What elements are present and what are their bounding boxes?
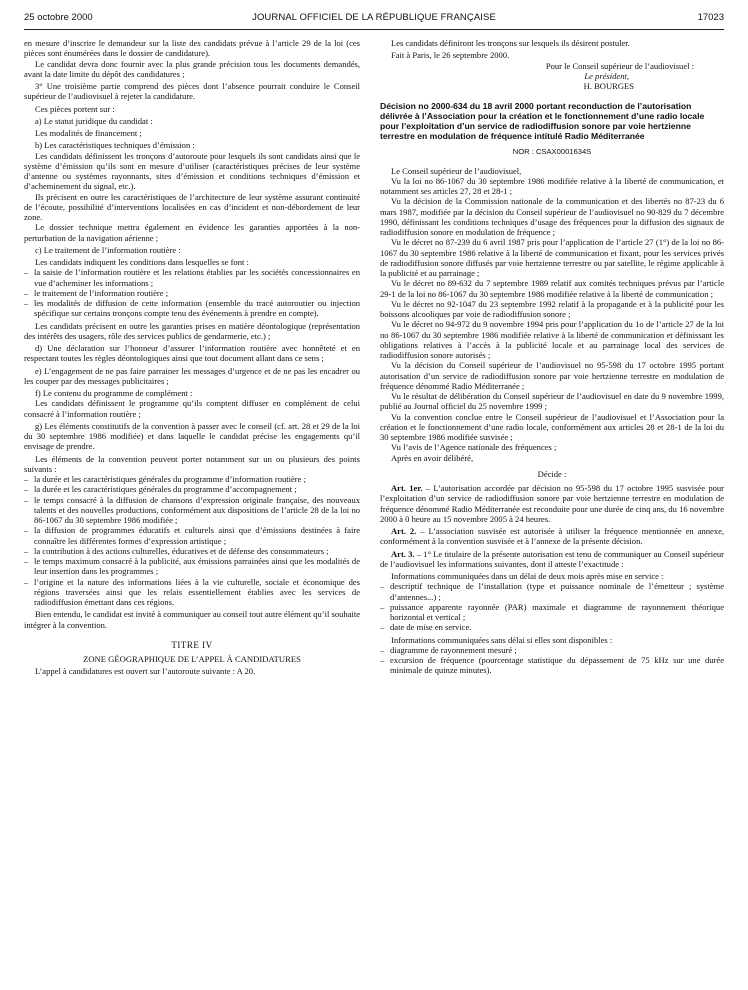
paragraph: Après en avoir délibéré,	[391, 452, 474, 463]
paragraph: Vu le décret no 92-1047 du 23 septembre 1992 relatif à la propagande et à la publicité pour les boissons alcooliques par voie de radiodiffusion sonore ;	[380, 298, 724, 319]
paragraph: f) Le contenu du programme de complément :	[35, 388, 193, 398]
list-item: – la contribution à des actions culturelles, éducatives et de défense des consommateurs ;	[24, 546, 360, 556]
article-text: – L’association susvisée est autorisée à utiliser la fréquence mentionnée en annexe, conformément à la convention susvisée et à l’annexe de la présente décision.	[380, 526, 725, 547]
paragraph: Les candidats précisent en outre les garanties prises en matière déontologique (représentation des intérêts des usagers, rôle des services publics de gendarmerie, etc.) ;	[24, 320, 360, 341]
article-2	[380, 526, 724, 547]
paragraph: Vu le décret no 94-972 du 9 novembre 1994 pris pour l’application du 1o de l’article 27 de la loi no 86-1067 du 30 septembre 1986 modifiée relative à la liberté de communication et définissant les obligations relatives à l’accès à la publicité locale et au parrainage local des services de radiodiffusion sonore autorisés ;	[380, 319, 724, 360]
page-header	[24, 12, 724, 28]
paragraph: Le dossier technique mettra également en évidence les garanties apportées à la non-perturbation de la navigation aérienne ;	[24, 222, 360, 243]
list-item: – l’origine et la nature des informations liées à la vie culturelle, sociale et économique des régions traversées ainsi que les relais essentiellement établies avec les services de radiodiffusion émettant dans ces régions.	[24, 577, 360, 608]
list-item: – excursion de fréquence (pourcentage statistique du dépassement de 75 kHz sur une durée minimale de quinze minutes).	[380, 655, 724, 676]
paragraph: Vu la décision du Conseil supérieur de l’audiovisuel no 95-598 du 17 octobre 1995 portant autorisation d’un service de radiodiffusion sonore par voie hertzienne terrestre en modulation de fréquence dénommé Radio Méditerranée ;	[380, 360, 724, 391]
page-number: 17023	[697, 12, 724, 23]
paragraph: Vu la décision de la Commission nationale de la communication et des libertés no 87-23 du 6 mars 1987, modifiée par la décision du Conseil supérieur de l’audiovisuel no 90-829 du 7 décembre 1990, définissant les conditions techniques d’usage des fréquences pour la diffusion des signaux de radiodiffusion sonore en modulation de fréquence ;	[380, 196, 724, 237]
signature-name: H. BOURGES	[583, 81, 634, 91]
list	[380, 581, 724, 632]
signature-line: Pour le Conseil supérieur de l’audiovisuel :	[545, 60, 694, 71]
paragraph: Vu le décret no 89-632 du 7 septembre 1989 relatif aux comités techniques prévus par l’article 29-1 de la loi no 86-1067 du 30 septembre 1986 modifiée relative à la liberté de communication ;	[380, 278, 724, 299]
nor-reference: NOR : CSAX0001634S	[512, 147, 592, 157]
paragraph: Les candidats définiront les tronçons sur lesquels ils désirent postuler.	[391, 38, 630, 48]
article-text: – L’autorisation accordée par décision no 95-598 du 17 octobre 1995 susvisée pour l’exploitation d’un service de radiodiffusion sonore par voie hertzienne terrestre en modulation de fréquence dénommé Radio Méditerranée est reconduite pour une durée de cinq ans, du 16 novembre 2000 à 0 heure au 15 novembre 2005 à 24 heures.	[380, 483, 724, 524]
list-item: – le temps consacré à la diffusion de chansons d’expression originale française, des nouveaux talents et des nouvelles productions, conformément aux dispositions de l’article 28 de la loi no 86-1067 du 30 septembre 1986 modifiée ;	[24, 495, 360, 526]
decision-title: Décision no 2000-634 du 18 avril 2000 portant reconduction de l’autorisation délivrée à l’Association pour la création et le fonctionnement d’une radio locale pour l’exploitation d’un service de radiodiffusion sonore par voie hertzienne terrestre en modulation de fréquence intitulé Radio Méditerranée	[380, 101, 705, 142]
signature-role: Le président,	[584, 70, 629, 81]
list-item: – la durée et les caractéristiques générales du programme d’accompagnement ;	[24, 484, 360, 494]
paragraph: Informations communiquées sans délai si elles sont disponibles :	[391, 634, 613, 645]
list-item: – diagramme de rayonnement mesuré ;	[380, 645, 724, 655]
paragraph: e) L’engagement de ne pas faire parrainer les messages d’urgence et de ne pas les encadrer ou les couper par des messages publicitaires ;	[24, 365, 360, 386]
paragraph: Les modalités de financement ;	[35, 128, 142, 138]
list-item: – descriptif technique de l’installation (type et puissance nominale de l’émetteur ; système d’antennes...) ;	[380, 581, 724, 602]
header-date: 25 octobre 2000	[24, 12, 93, 23]
paragraph: Informations communiquées dans un délai de deux mois après mise en service :	[391, 571, 664, 581]
right-column	[380, 38, 724, 676]
paragraph: Ils précisent en outre les caractéristiques de l’architecture de leur système assurant continuité de l’écoute, possibilité d’interventions localisées en cas d’incident et non-débordement de leur zone.	[24, 191, 360, 222]
list-item: – puissance apparente rayonnée (PAR) maximale et diagramme de rayonnement théorique horizontal et vertical ;	[380, 602, 724, 623]
section-title: TITRE IV	[171, 639, 213, 650]
list	[24, 474, 360, 607]
paragraph: 3° Une troisième partie comprend des pièces dont l’absence pourrait conduire le Conseil supérieur de l’audiovisuel à rejeter la candidature.	[24, 81, 360, 102]
paragraph: Les candidats indiquent les conditions dans lesquelles se font :	[35, 257, 249, 267]
paragraph: en mesure d’inscrire le demandeur sur la liste des candidats prévue à l’article 29 de la loi (ces pièces sont énumérées dans le dossier de candidature).	[24, 38, 360, 59]
list	[380, 645, 724, 676]
paragraph: d) Une déclaration sur l’honneur d’assurer l’information routière avec honnêteté et en respectant toutes les règles déontologiques ainsi que tout document allant dans ce sens ;	[24, 343, 360, 364]
paragraph: b) Les caractéristiques techniques d’émission :	[35, 140, 195, 151]
paragraph: a) Le statut juridique du candidat :	[35, 115, 153, 126]
paragraph: Le candidat devra donc fournir avec la plus grande précision tous les documents demandés, avant la date limite du dépôt des candidatures ;	[24, 58, 360, 79]
paragraph: Le Conseil supérieur de l’audiovisuel,	[391, 165, 522, 176]
paragraph: Vu l’avis de l’Agence nationale des fréquences ;	[391, 442, 557, 453]
article-text: – 1° Le titulaire de la présente autorisation est tenu de communiquer au Conseil supérieur de l’audiovisuel les informations suivantes, dont il atteste l’exactitude :	[380, 548, 725, 569]
paragraph: Les candidats définissent le programme qu’ils comptent diffuser en complément de celui consacré à l’information routière ;	[24, 398, 360, 419]
paragraph: Vu la convention conclue entre le Conseil supérieur de l’audiovisuel et l’Association pour la création et le fonctionnement d’une radio locale, conformément aux articles 28 et 28-1 de la loi du 30 septembre 1986 modifiée susvisée ;	[380, 411, 724, 442]
article-label: Art. 1er.	[391, 483, 423, 493]
article-1	[380, 483, 724, 524]
list-item: – les modalités de diffusion de cette information (ensemble du tracé autoroutier ou injection spécifique sur certains tronçons compte tenu des événements à prendre en compte).	[24, 298, 360, 319]
journal-title: JOURNAL OFFICIEL DE LA RÉPUBLIQUE FRANÇAISE	[252, 12, 496, 23]
list-item: – date de mise en service.	[380, 622, 724, 632]
list-item: – la saisie de l’information routière et les relations établies par les sociétés concessionnaires en vue d’acheminer les informations ;	[24, 267, 360, 288]
list-item: – la durée et les caractéristiques générales du programme d’information routière ;	[24, 474, 360, 484]
paragraph: Vu le résultat de délibération du Conseil supérieur de l’audiovisuel en date du 9 novembre 1999, publié au Journal officiel du 25 novembre 1999 ;	[380, 391, 724, 412]
list-item: – la diffusion de programmes éducatifs et culturels ainsi que d’émissions destinées à faire connaître les différentes formes d’expression artistique ;	[24, 525, 360, 546]
article-3	[380, 549, 724, 570]
paragraph: Bien entendu, le candidat est invité à communiquer au conseil tout autre élément qu’il souhaite intégrer à la convention.	[24, 609, 360, 630]
paragraph: Les éléments de la convention peuvent porter notamment sur un ou plusieurs des points suivants :	[24, 453, 360, 474]
list-item: – le temps maximum consacré à la publicité, aux émissions parrainées ainsi que les modalités de leur insertion dans les programmes ;	[24, 556, 360, 577]
header-rule	[24, 29, 724, 30]
article-label: Art. 2.	[391, 526, 417, 536]
paragraph: Vu la loi no 86-1067 du 30 septembre 1986 modifiée relative à la liberté de communication, et notamment ses articles 27, 28 et 28-1 ;	[380, 175, 724, 196]
list	[24, 267, 360, 318]
section-subtitle: ZONE GÉOGRAPHIQUE DE L’APPEL À CANDIDATURES	[83, 654, 301, 664]
paragraph: c) Le traitement de l’information routière :	[35, 244, 181, 255]
list-item: – le traitement de l’information routière ;	[24, 288, 360, 298]
paragraph: Fait à Paris, le 26 septembre 2000.	[391, 50, 510, 61]
article-label: Art. 3.	[391, 548, 415, 559]
paragraph: Les candidats définissent les tronçons d’autoroute pour lesquels ils sont candidats ainsi que le système d’émission qu’ils sont en mesure d’utiliser (caractéristiques précises de leur système d’antenne ou systèmes rayonnants, sites d’émission et conditions techniques d’émission et d’acheminement du signal, etc.).	[24, 150, 360, 192]
paragraph: Ces pièces portent sur :	[35, 103, 115, 114]
paragraph: g) Les éléments constitutifs de la convention à passer avec le conseil (cf. art. 28 et 29 de la loi du 30 septembre 1986 modifiée) et dans laquelle le candidat précise les engagements qu’il envisage de prendre.	[24, 420, 360, 452]
left-column	[24, 38, 360, 677]
decide-heading: Décide :	[537, 468, 567, 479]
paragraph: L’appel à candidatures est ouvert sur l’autoroute suivante : A 20.	[35, 666, 256, 677]
paragraph: Vu le décret no 87-239 du 6 avril 1987 pris pour l’application de l’article 27 (1°) de la loi no 86-1067 du 30 septembre 1986 relative à la liberté de communication et fixant, pour les services privés de radiodiffusion sonore diffusés par voie hertzienne terrestre ou par satellite, le régime applicable à la publicité et au parrainage ;	[380, 237, 724, 278]
